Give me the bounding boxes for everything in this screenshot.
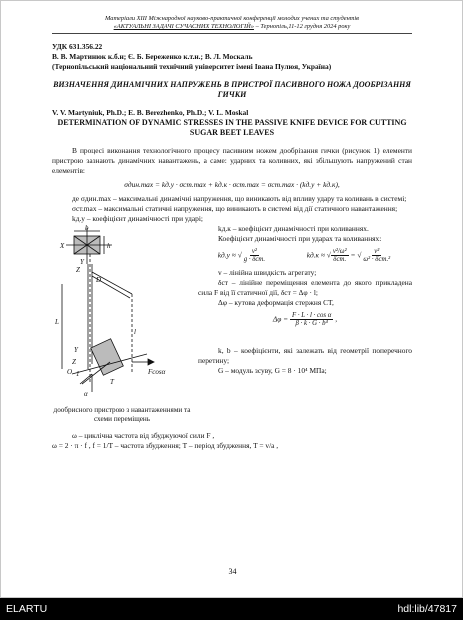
definition-sigma-st: σст.max – максимальні статичні напруження, що виникають в системі від дії статичного навантаження;	[72, 203, 398, 213]
figure-row	[52, 224, 412, 425]
equation-dphi: Δφ = $\frac{\text{F · L · l · cos α}}{\text{β · k · G · b⁴}}$ ,	[272, 311, 338, 328]
authors-ua: В. В. Мартинюк к.б.н; Є. Б. Береженко к.т.н.; В. Л. Москаль	[52, 51, 253, 61]
equation-1: σдин.max = kд.у · σст.max + kд.к · σст.max = σст.max · (kд.у + kд.к),	[124, 179, 340, 189]
label-b: b	[85, 223, 89, 232]
definition-k-b: k, b – коефіцієнти, які залежать від геометрії поперечного перетину;	[198, 345, 412, 365]
definition-omega: ω – циклічна частота від збуджуючої сили F ,	[72, 430, 215, 440]
intro-paragraph: В процесі виконання технологічного процесу пасивним ножем дообрізання гички (рисунок 1) елементи пристрою зазнають динамічних навантажень, а саме: ударних та коливних, які збільшують напружений стан елементів:	[52, 145, 412, 175]
formula-impact: kд.у ≈ √ $\frac{\text{v²}}{\text{g · δст.}}$	[217, 247, 266, 264]
label-o: O	[67, 367, 73, 376]
label-one: 1	[76, 369, 80, 378]
handle-link[interactable]: hdl:lib/47817	[397, 603, 457, 615]
definition-k-oscillation: kд.к – коефіцієнт динамічності при коливаннях.	[218, 223, 369, 233]
repository-footer	[0, 598, 463, 620]
definition-k-impact: kд.у – коефіцієнт динамічності при ударі;	[72, 213, 203, 223]
label-l-small: l	[134, 327, 136, 336]
label-d: D	[96, 275, 102, 284]
header-line-2	[52, 23, 412, 31]
title-ua: ВИЗНАЧЕННЯ ДИНАМІЧНИХ НАПРУЖЕНЬ В ПРИСТРОЇ ПАСИВНОГО НОЖА ДООБРІЗАННЯ ГИЧКИ	[53, 79, 411, 99]
label-y-top: Y	[80, 257, 84, 266]
label-z-top: Z	[76, 265, 80, 274]
definition-dphi: Δφ – кутова деформація стержня CT,	[218, 297, 334, 307]
affiliation: (Тернопільський національний технічний університет імені Івана Пулюя, Україна)	[52, 61, 332, 71]
label-h: h	[107, 241, 111, 250]
dynamic-coefficient-formulas	[198, 248, 412, 264]
label-fcos: Fcosα	[148, 367, 166, 376]
conference-header	[52, 15, 412, 34]
figure-1	[52, 224, 192, 425]
definition-v: v – лінійна швидкість агрегату;	[218, 267, 317, 277]
label-t: T	[110, 377, 114, 386]
page-content	[52, 15, 412, 451]
elartu-link[interactable]: ELARTU	[6, 603, 48, 615]
definition-g: G – модуль зсуву, G = 8 · 10⁴ МПа;	[218, 365, 327, 375]
right-column	[192, 224, 412, 425]
figure-caption: дообрисного пристрою з навантаженнями та схеми переміщень	[53, 405, 191, 424]
conference-title: «АКТУАЛЬНІ ЗАДАЧІ СУЧАСНИХ ТЕХНОЛОГІЙ»	[113, 23, 254, 30]
mechanism-diagram	[52, 224, 192, 404]
udc-code: УДК 631.356.22	[52, 42, 103, 51]
label-y-bottom: Y	[74, 345, 78, 354]
formula-oscillation: kд.к ≈ √ $\frac{\text{v²/ω²}}{\text{δст.}}$ = √ $\frac{\text{v²}}{\text{ω² · δст.²}}$	[306, 247, 391, 264]
coefficient-text: Коефіцієнт динамічності при ударах та коливаннях:	[218, 233, 382, 243]
label-x: X	[60, 241, 65, 250]
authors-en: V. V. Martyniuk, Ph.D.; E. B. Berezhenko, Ph.D.; V. L. Moskal	[52, 107, 249, 117]
title-en: DETERMINATION OF DYNAMIC STRESSES IN THE PASSIVE KNIFE DEVICE FOR CUTTING SUGAR BEET LEAVES	[57, 117, 407, 137]
definition-sigma-dyn: де σдин.max – максимальні динамічні напруження, що виникають від впливу удару та коливань в системі;	[72, 193, 407, 203]
equation-omega: ω = 2 · π · f , f = 1/T – частота збудження; T – період збудження, T = v/a ,	[52, 440, 279, 450]
label-z-bottom: Z	[72, 357, 76, 366]
conference-place-date: – Тернопіль,11-12 грудня 2024 року	[253, 23, 351, 30]
definition-delta: δст – лінійне переміщення елемента до якого прикладена сила F від її статичної дії, δст = Δφ · l;	[198, 277, 412, 297]
header-line-1: Матеріали XIII Міжнародної науково-практичної конференції молодих учених та студентів	[105, 15, 359, 22]
label-alpha: α	[84, 389, 88, 398]
page-number: 34	[228, 567, 237, 576]
label-L: L	[55, 317, 59, 326]
